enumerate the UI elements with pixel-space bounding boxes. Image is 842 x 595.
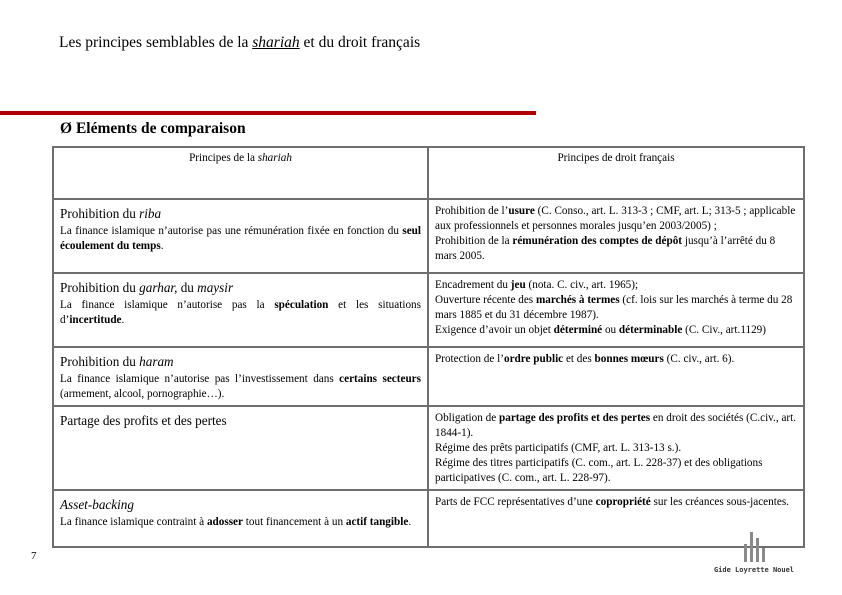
french-law-cell xyxy=(428,199,804,273)
text-segment: Prohibition du xyxy=(60,280,140,295)
title-text: Les principes semblables de la xyxy=(59,34,253,51)
section-heading-text: Eléments de comparaison xyxy=(75,120,246,137)
text-segment: ordre public xyxy=(503,353,564,365)
header-droit-francais xyxy=(428,147,804,199)
text-segment: Prohibition de la xyxy=(435,235,513,247)
header-text: Principes de droit français xyxy=(557,152,675,164)
text-segment: riba xyxy=(139,206,162,221)
text-segment: (C. Conso., art. L. 313-3 ; CMF, art. L; 313-5 ; applicable aux professionnels et personnes morales jusqu’en 2003/2005) ; xyxy=(435,205,796,232)
text-segment: Exigence d’avoir un objet xyxy=(435,324,554,336)
french-law-paragraph xyxy=(435,456,797,486)
table-row xyxy=(53,406,804,490)
text-segment: partage des profits et des pertes xyxy=(499,412,651,424)
logo-mark-icon xyxy=(704,532,804,562)
text-segment: Obligation de xyxy=(435,412,500,424)
logo-text: Gide Loyrette Nouel xyxy=(713,566,795,574)
text-segment: certains secteurs xyxy=(339,373,421,385)
shariah-principle-cell xyxy=(53,406,428,490)
french-law-paragraph xyxy=(435,495,797,510)
principle-title xyxy=(60,280,421,295)
text-segment: . xyxy=(121,314,125,326)
text-segment: incertitude xyxy=(69,314,122,326)
table-row xyxy=(53,347,804,406)
text-segment: (nota. C. civ., art. 1965); xyxy=(525,279,639,291)
text-segment: marchés à termes xyxy=(535,294,620,306)
text-segment: Régime des prêts participatifs (CMF, art. L. 313-13 s.). xyxy=(435,442,682,454)
table-header-row xyxy=(53,147,804,199)
text-segment: (C. civ., art. 6). xyxy=(663,353,735,365)
title-text-end: et du droit français xyxy=(299,34,421,51)
text-segment: Prohibition du xyxy=(60,354,140,369)
shariah-principle-cell xyxy=(53,273,428,347)
principle-title xyxy=(60,206,421,221)
table-row xyxy=(53,273,804,347)
text-segment: garhar, xyxy=(139,280,178,295)
table-row xyxy=(53,199,804,273)
text-segment: jeu xyxy=(510,279,526,291)
french-law-paragraph xyxy=(435,234,797,264)
header-shariah xyxy=(53,147,428,199)
french-law-paragraph xyxy=(435,278,797,293)
french-law-cell xyxy=(428,406,804,490)
text-segment: ou xyxy=(602,324,619,336)
principle-title xyxy=(60,413,421,428)
text-segment: seul écoulement du temps xyxy=(60,225,421,252)
text-segment: Encadrement du xyxy=(435,279,511,291)
principle-title xyxy=(60,354,421,369)
text-segment: maysir xyxy=(197,280,234,295)
text-segment: Protection de l’ xyxy=(435,353,504,365)
text-segment: (cf. lois sur les marchés à terme du 28 mars 1885 et du 31 décembre 1987). xyxy=(435,294,793,321)
table-row xyxy=(53,490,804,547)
text-segment: du xyxy=(177,280,198,295)
principle-description xyxy=(60,372,421,402)
bullet-arrow-icon: Ø xyxy=(60,120,73,137)
french-law-paragraph xyxy=(435,323,797,338)
title-divider xyxy=(0,111,536,115)
text-segment: spéculation xyxy=(274,299,329,311)
text-segment: (armement, alcool, pornographie…). xyxy=(60,388,225,400)
text-segment: haram xyxy=(139,354,174,369)
shariah-principle-cell xyxy=(53,347,428,406)
text-segment: La finance islamique contraint à xyxy=(60,516,207,528)
text-segment: déterminé xyxy=(553,324,603,336)
text-segment: copropriété xyxy=(595,496,651,508)
text-segment: (C. Civ., art.1129) xyxy=(682,324,766,336)
text-segment: Prohibition de l’ xyxy=(435,205,509,217)
company-logo xyxy=(704,532,804,574)
text-segment: et les situations d’ xyxy=(60,299,422,326)
text-segment: déterminable xyxy=(618,324,683,336)
text-segment: usure xyxy=(508,205,535,217)
title-emphasis: shariah xyxy=(252,34,300,51)
section-heading xyxy=(60,120,246,138)
text-segment: bonnes mœurs xyxy=(594,353,664,365)
principle-title xyxy=(60,497,421,512)
french-law-paragraph xyxy=(435,441,797,456)
comparison-table xyxy=(52,146,805,548)
slide-title xyxy=(59,34,420,52)
text-segment: Parts de FCC représentatives d’une xyxy=(435,496,596,508)
french-law-paragraph xyxy=(435,352,797,367)
text-segment: adosser xyxy=(206,516,243,528)
shariah-principle-cell xyxy=(53,199,428,273)
text-segment: Prohibition du xyxy=(60,206,140,221)
text-segment: Ouverture récente des xyxy=(435,294,536,306)
text-segment: Asset-backing xyxy=(60,497,134,512)
text-segment: jusqu’à l’arrêté du 8 mars 2005. xyxy=(435,235,776,262)
text-segment: La finance islamique n’autorise pas la xyxy=(60,299,275,311)
text-segment: actif tangible xyxy=(345,516,409,528)
french-law-paragraph xyxy=(435,293,797,323)
text-segment: Partage des profits et des pertes xyxy=(60,413,227,428)
header-emphasis: shariah xyxy=(257,152,292,164)
text-segment: tout financement à un xyxy=(243,516,346,528)
text-segment: rémunération des comptes de dépôt xyxy=(512,235,683,247)
shariah-principle-cell xyxy=(53,490,428,547)
text-segment: . xyxy=(160,240,164,252)
header-text: Principes de la xyxy=(189,152,258,164)
french-law-cell xyxy=(428,273,804,347)
french-law-cell xyxy=(428,347,804,406)
text-segment: en droit des sociétés (C.civ., art. 1844-1). xyxy=(435,412,797,439)
principle-description xyxy=(60,515,421,530)
text-segment: et des xyxy=(563,353,595,365)
text-segment: La finance islamique n’autorise pas une rémunération fixée en fonction du xyxy=(60,225,403,237)
text-segment: sur les créances sous-jacentes. xyxy=(650,496,789,508)
principle-description xyxy=(60,224,421,254)
french-law-paragraph xyxy=(435,411,797,441)
principle-description xyxy=(60,298,421,328)
french-law-paragraph xyxy=(435,204,797,234)
text-segment: Régime des titres participatifs (C. com., art. L. 228-37) et des obligations participatives (C. com., art. L. 228-97). xyxy=(435,457,763,484)
text-segment: La finance islamique n’autorise pas l’investissement dans xyxy=(60,373,340,385)
page-number: 7 xyxy=(31,550,37,562)
text-segment: . xyxy=(408,516,412,528)
